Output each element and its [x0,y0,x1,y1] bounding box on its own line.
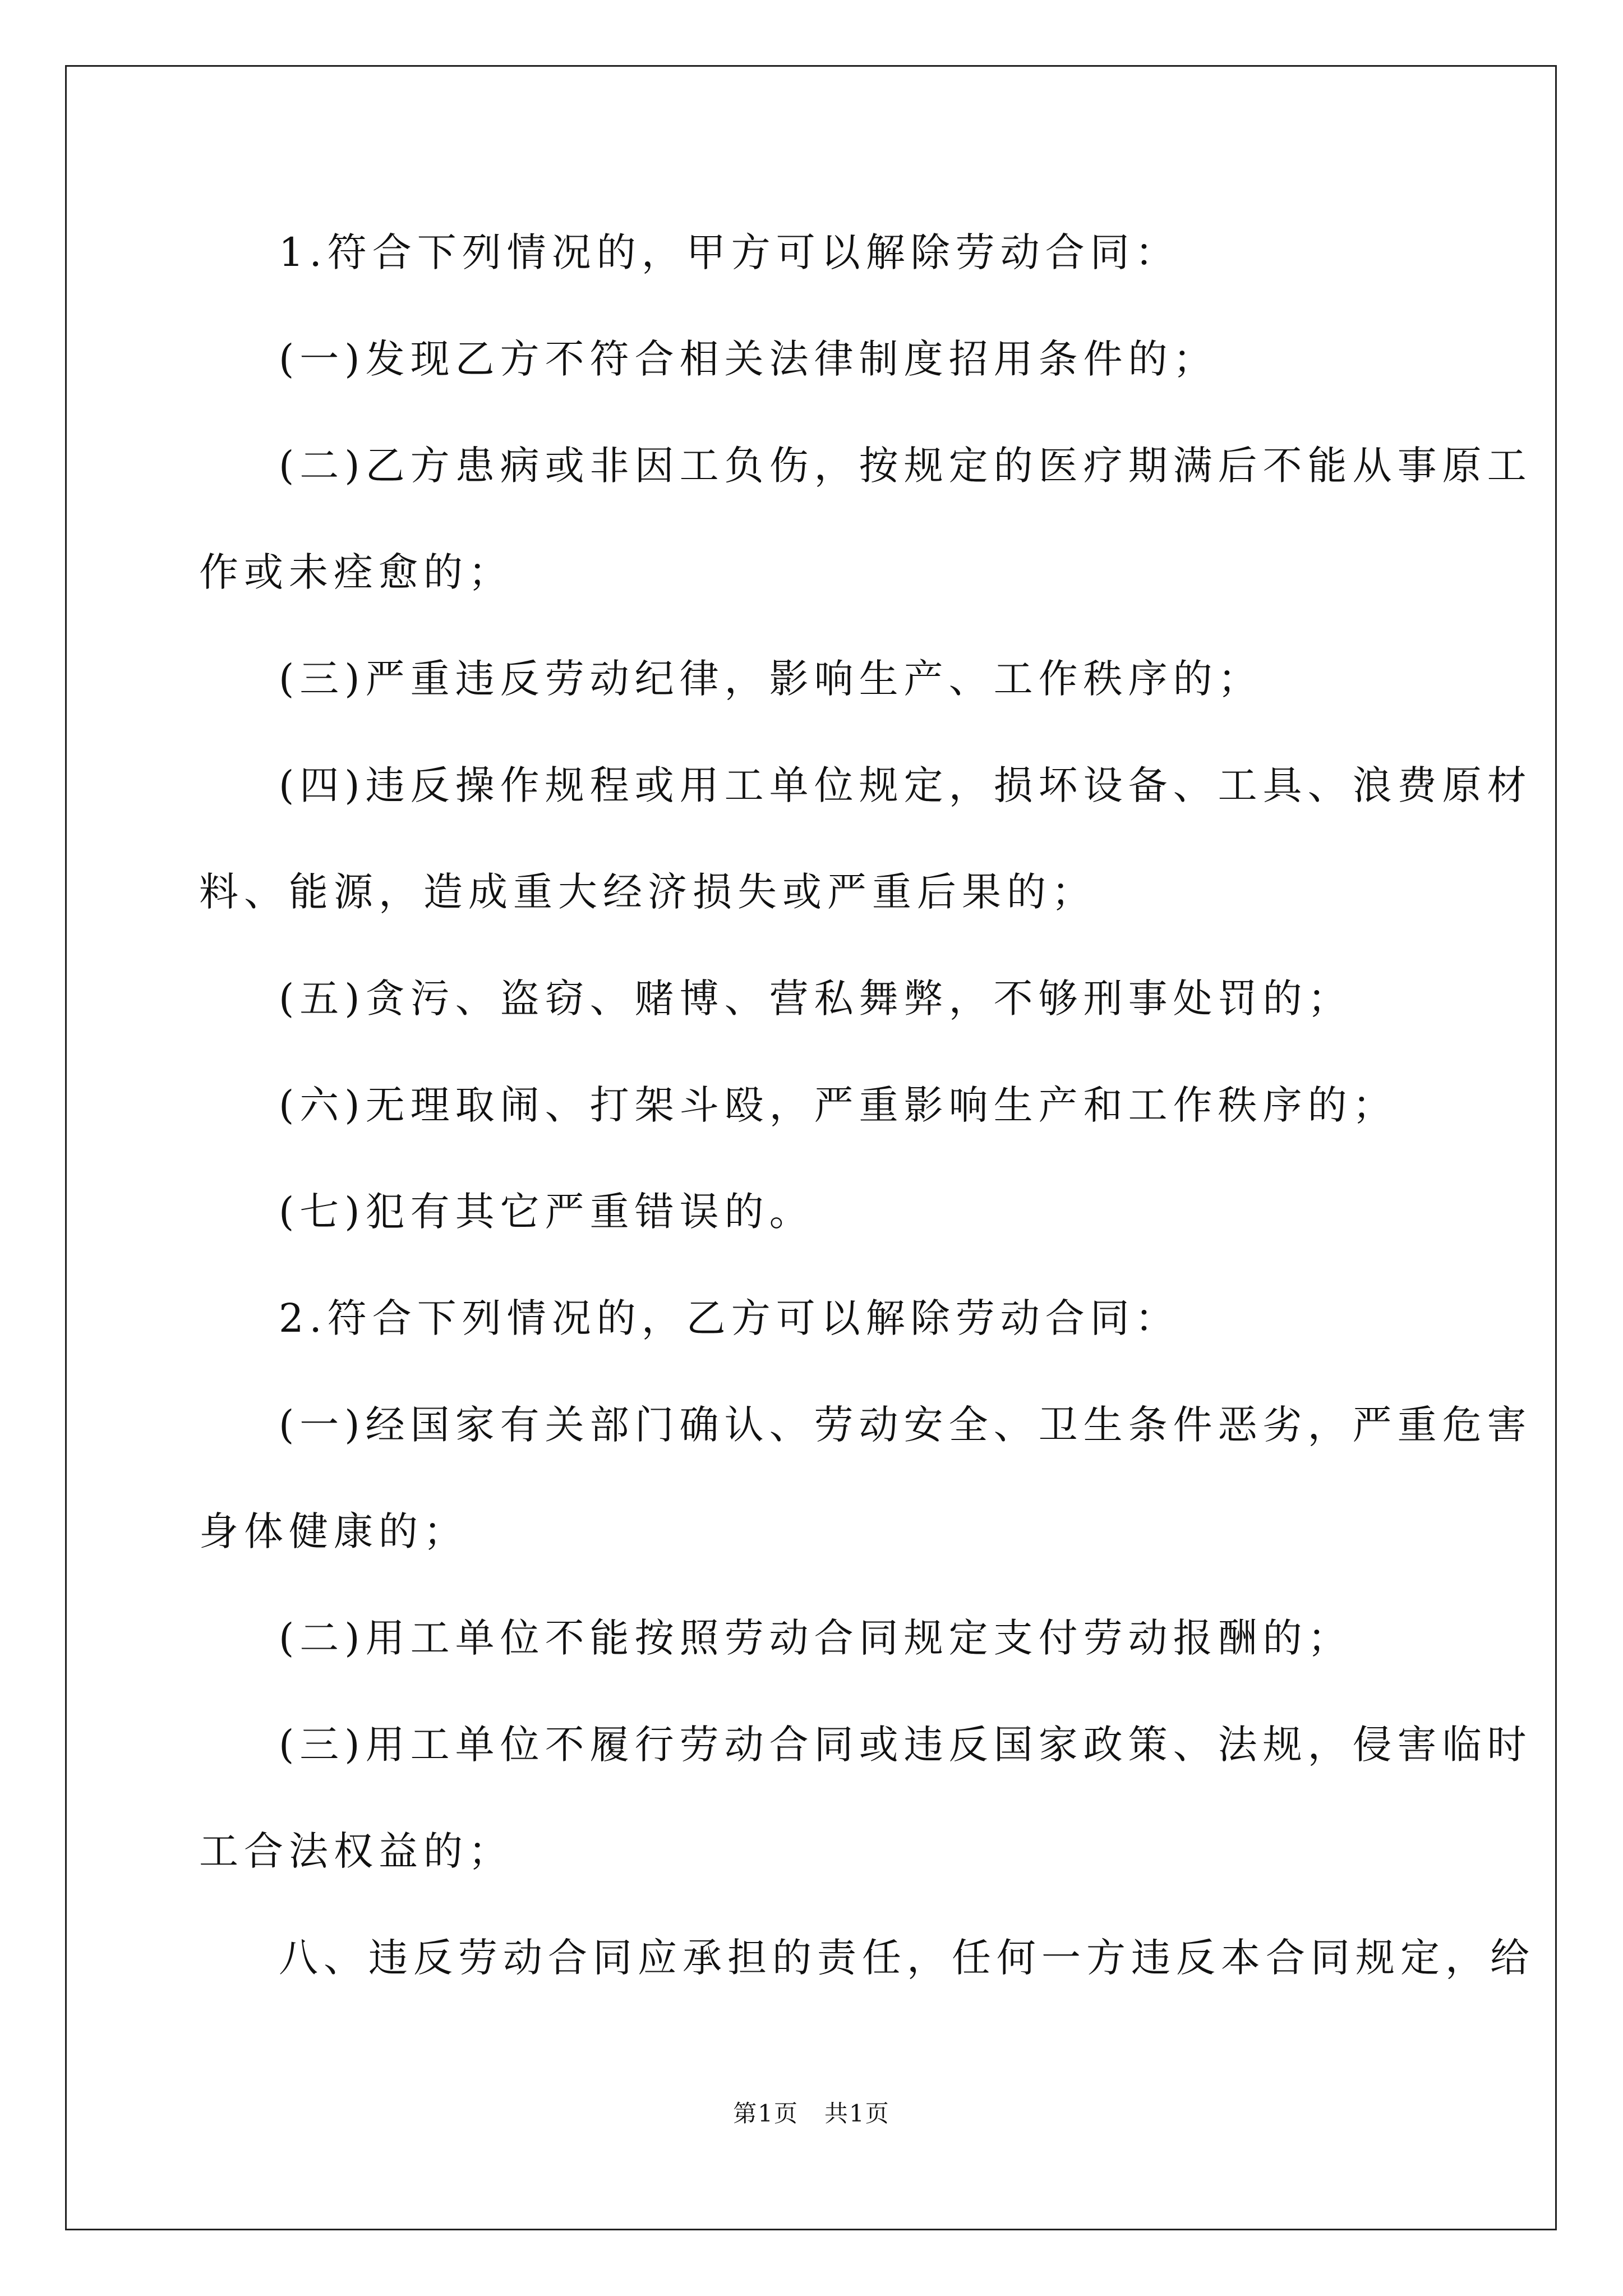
paragraph-line: 料、能源，造成重大经济损失或严重后果的； [199,869,1096,915]
paragraph-line: (五)贪污、盗窃、赌博、营私舞弊，不够刑事处罚的； [279,976,1353,1022]
paragraph-line: 八、违反劳动合同应承担的责任，任何一方违反本合同规定，给 [279,1935,1535,1981]
paragraph-line: (一)经国家有关部门确认、劳动安全、卫生条件恶劣，严重危害 [279,1402,1532,1448]
paragraph-line: 身体健康的； [199,1508,468,1554]
paragraph-line: (三)严重违反劳动纪律，影响生产、工作秩序的； [279,656,1263,702]
paragraph-line: (二)用工单位不能按照劳动合同规定支付劳动报酬的； [279,1615,1353,1661]
page-number-footer: 第1页 共1页 [733,2100,890,2127]
paragraph-line: (二)乙方患病或非因工负伤，按规定的医疗期满后不能从事原工 [279,443,1532,489]
paragraph-line: 2.符合下列情况的，乙方可以解除劳动合同： [279,1295,1180,1341]
paragraph-line: (六)无理取闹、打架斗殴，严重影响生产和工作秩序的； [279,1082,1398,1128]
paragraph-line: 作或未痊愈的； [199,549,513,595]
page-border [65,65,1557,2230]
paragraph-line: (一)发现乙方不符合相关法律制度招用条件的； [279,336,1218,382]
paragraph-line: 1.符合下列情况的，甲方可以解除劳动合同： [279,229,1180,275]
paragraph-line: (七)犯有其它严重错误的。 [279,1189,814,1235]
paragraph-line: (三)用工单位不履行劳动合同或违反国家政策、法规，侵害临时 [279,1722,1532,1768]
paragraph-line: (四)违反操作规程或用工单位规定，损坏设备、工具、浪费原材 [279,762,1532,808]
paragraph-line: 工合法权益的； [199,1828,513,1874]
